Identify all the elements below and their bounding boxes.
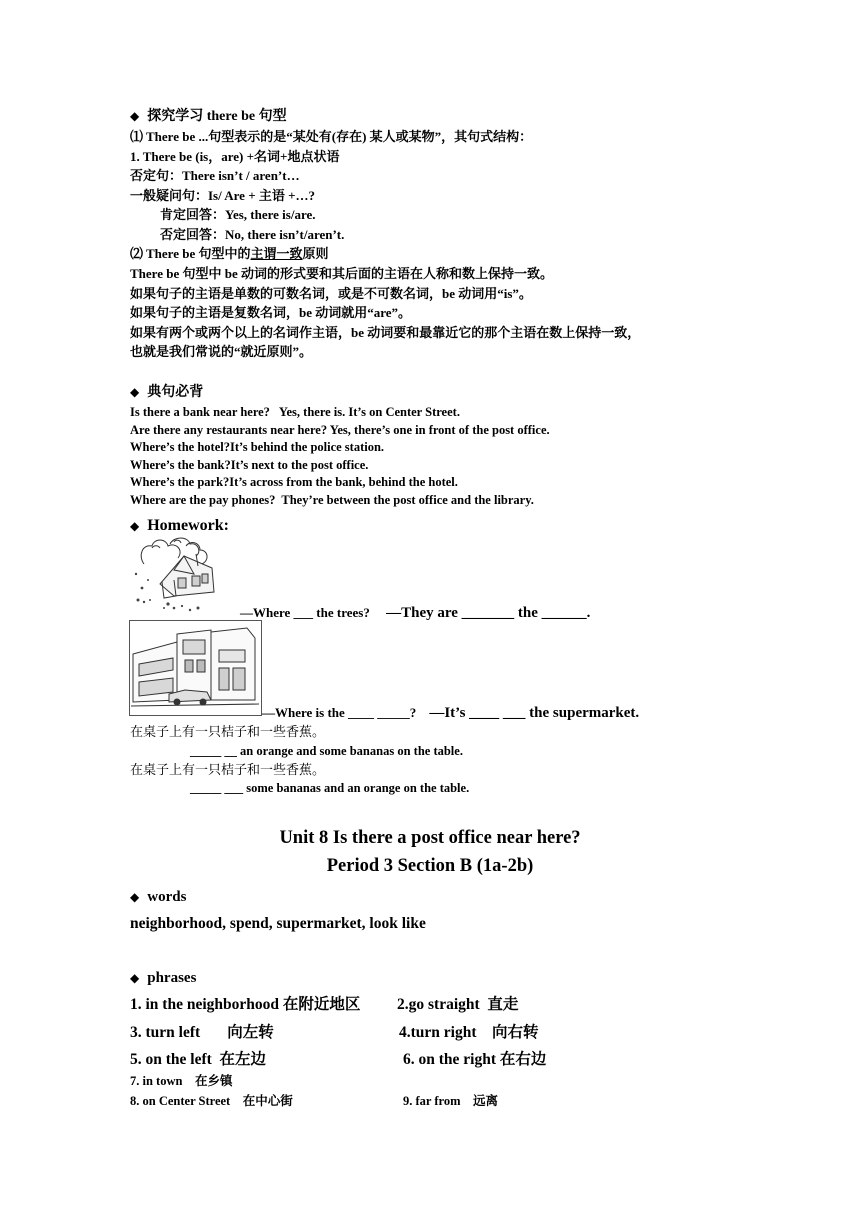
- list-item: Where are the pay phones? They’re between the post office and the library.: [130, 493, 534, 507]
- list-item: Where’s the bank?It’s next to the post office.: [130, 458, 369, 472]
- list-item: Is there a bank near here? Yes, there is. It’s on Center Street.: [130, 405, 460, 419]
- phrase-item: 8. on Center Street 在中心街: [130, 1094, 293, 1108]
- phrase-item: 2.go straight 直走: [397, 996, 519, 1013]
- text-line: 否定回答：No, there isn’t/aren’t.: [160, 227, 345, 242]
- house-with-trees-illustration: [134, 534, 226, 612]
- section-heading-key-sentences: ◆ 典句必背: [130, 385, 204, 400]
- text-line: 如果有两个或两个以上的名词作主语，be 动词要和最靠近它的那个主语在数上保持一致，: [130, 325, 641, 340]
- diamond-bullet-icon: ◆: [130, 890, 140, 904]
- unit-title: Unit 8 Is there a post office near here?: [279, 828, 581, 848]
- text-line: 如果句子的主语是单数的可数名词，或是不可数名词，be 动词用“is”。: [130, 286, 532, 301]
- diamond-bullet-icon: ◆: [130, 519, 140, 533]
- phrase-item: 7. in town 在乡镇: [130, 1074, 233, 1088]
- text-line: 如果句子的主语是复数名词，be 动词就用“are”。: [130, 305, 412, 320]
- section-heading-homework: ◆ Homework:: [130, 517, 229, 534]
- section-heading-there-be: ◆ 探究学习 there be 句型: [130, 109, 287, 124]
- text-line: There be 句型中 be 动词的形式要和其后面的主语在人称和数上保持一致。: [130, 266, 553, 281]
- translation-prompt-2: 在桌子上有一只桔子和一些香蕉。: [130, 762, 326, 777]
- period-title: Period 3 Section B (1a-2b): [326, 856, 534, 876]
- phrase-item: 5. on the left 在左边: [130, 1051, 267, 1068]
- translation-prompt-1: 在桌子上有一只桔子和一些香蕉。: [130, 724, 326, 739]
- phrase-item: 4.turn right 向右转: [399, 1024, 539, 1041]
- text-line: ⑴ There be ...句型表示的是“某处有(存在) 某人或某物”，其句式结构：: [130, 129, 533, 144]
- section-heading-phrases: ◆ phrases: [130, 970, 197, 986]
- text-line: 一般疑问句：Is/ Are + 主语 +…?: [130, 188, 316, 203]
- list-item: Are there any restaurants near here? Yes, there’s one in front of the post office.: [130, 423, 550, 437]
- words-list: neighborhood, spend, supermarket, look like: [130, 915, 426, 932]
- text-line: 否定句：There isn’t / aren’t…: [130, 168, 300, 183]
- phrase-item: 6. on the right 在右边: [403, 1051, 547, 1068]
- list-item: Where’s the hotel?It’s behind the police station.: [130, 440, 385, 454]
- phrase-item: 3. turn left 向左转: [130, 1024, 274, 1041]
- fill-blank-sentence-2: _____ ___ some bananas and an orange on the table.: [190, 781, 470, 795]
- diamond-bullet-icon: ◆: [130, 385, 140, 399]
- list-item: Where’s the park?It’s across from the bank, behind the hotel.: [130, 475, 458, 489]
- section-heading-words: ◆ words: [130, 889, 187, 905]
- text-line: 1. There be (is，are) +名词+地点状语: [130, 149, 340, 164]
- homework-question-1: —Where ___ the trees? —They are _______ the ______.: [240, 605, 591, 621]
- text-line: 也就是我们常说的“就近原则”。: [130, 344, 313, 359]
- diamond-bullet-icon: ◆: [130, 109, 140, 123]
- phrase-item: 9. far from 远离: [403, 1094, 499, 1108]
- phrase-item: 1. in the neighborhood 在附近地区: [130, 996, 361, 1013]
- fill-blank-sentence-1: _____ __ an orange and some bananas on the table.: [190, 744, 463, 758]
- diamond-bullet-icon: ◆: [130, 971, 140, 985]
- homework-question-2: —Where is the ____ _____? —It’s ____ ___ the supermarket.: [262, 705, 640, 721]
- text-line: 肯定回答：Yes, there is/are.: [160, 207, 316, 222]
- text-line: ⑵ There be 句型中的主谓一致原则: [130, 246, 329, 261]
- street-buildings-illustration: [129, 620, 262, 716]
